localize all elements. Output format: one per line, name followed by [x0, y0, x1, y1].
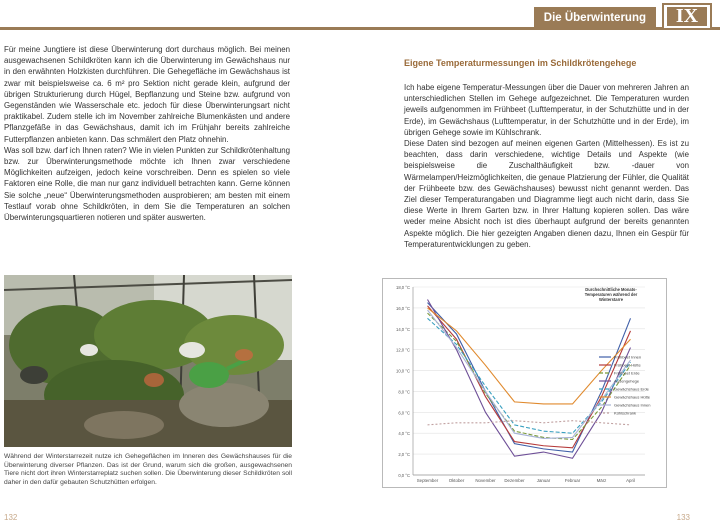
y-tick-label: 6,0 °C: [398, 410, 410, 416]
chapter-number-box: [662, 3, 712, 30]
legend-label: Gewächshaus Hütte: [614, 394, 651, 400]
legend-label: Kühlschrank: [614, 410, 637, 416]
x-tick-label: November: [475, 478, 496, 483]
y-tick-label: 0,0 °C: [398, 473, 410, 478]
y-tick-label: 2,0 °C: [398, 452, 410, 458]
x-tick-label: März: [596, 478, 607, 483]
y-tick-label: 16,0 °C: [395, 305, 410, 311]
chart-title: Durchschnittliche Monats-Temperaturen während der Winterstarre: [584, 287, 638, 302]
page-number-left: 132: [4, 513, 18, 522]
x-tick-label: Oktober: [448, 478, 465, 483]
legend-label: Außengehege: [614, 378, 640, 384]
greenhouse-photo: [4, 275, 292, 447]
x-tick-label: September: [416, 478, 439, 483]
x-tick-label: Januar: [536, 478, 551, 483]
chapter-number: IX: [667, 7, 707, 26]
series-line-4: [428, 318, 631, 433]
series-line-1: [428, 306, 631, 448]
series-line-6: [428, 310, 631, 438]
greenhouse-photo-illustration: [4, 275, 292, 447]
page-number-right: 133: [676, 513, 690, 522]
y-tick-label: 8,0 °C: [398, 389, 410, 395]
right-page-text: [404, 82, 689, 250]
series-line-0: [428, 303, 631, 452]
legend-label: Frühbeet Erde: [614, 370, 640, 376]
y-tick-label: 18,0 °C: [395, 285, 410, 290]
chapter-title: Die Überwinterung: [534, 7, 656, 30]
y-tick-label: 12,0 °C: [395, 347, 410, 353]
legend-label: Gewächshaus Erde: [614, 386, 649, 392]
y-tick-label: 4,0 °C: [398, 431, 410, 437]
x-tick-label: April: [626, 478, 635, 483]
temperature-chart-svg: [383, 279, 668, 489]
legend-label: Frühbeet Hütte: [614, 362, 641, 368]
y-tick-label: 14,0 °C: [395, 326, 410, 332]
chapter-header: [0, 7, 720, 29]
section-heading: Eigene Temperaturmessungen im Schildkrötengehege: [404, 58, 637, 68]
series-line-7: [428, 421, 631, 425]
photo-caption: Während der Winterstarrezeit nutze ich Gehegeflächen im Inneren des Gewächshauses für die Überwinterung diverser Pflanzen. Das ist der Grund, warum sich die großen, ausgewachsenen Tiere nicht dort ihren Winterstarreplatz suchen sollen. Die Überwinterung dieser Schildkröten soll daher in den dafür gebauten Schutzhütten erfolgen.: [4, 453, 292, 486]
legend-label: Frühbeet Innen: [614, 354, 642, 360]
legend-label: Gewächshaus Innen: [614, 402, 651, 408]
left-paragraph-1: Für meine Jungtiere ist diese Überwinterung dort durchaus möglich. Bei meinen ausgewachsenen Schildkröten kann ich die Überwinterung im Gewächshaus nur in den erwähnten Holzkisten durchführen. Die Gehegefläche im Gewächshaus ist zwar mit beispielsweise ca. 6 m² pro Sektion nicht gerade klein, aufgrund der übrigen Strukturierung durch Hügel, Bepflanzung und Steine bzw. aufgrund von Gegenständen wie Wasserschale etc. jedoch für diese Überwinterungsart nicht praktikabel. Zudem stelle ich im November zahlreiche Blumenkästen und andere Pflanzgefäße in das Gewächshaus, damit ich im Frühjahr bereits zahlreiche Futterpflanzen anbieten kann. Das schmälert den Platz ohnehin.: [4, 45, 290, 144]
temperature-chart: [382, 278, 667, 488]
left-paragraph-2: Was soll bzw. darf ich Ihnen raten? Wie in vielen Punkten zur Schildkrötenhaltung bzw. zur Überwinterungsmethode möchte ich Ihnen zwar verschiedene Möglichkeiten aufzeigen, jedoch keine vorschreiben. Denn es spielen so viele Faktoren eine Rolle, die man nur ganz individuell betrachten kann. Gerne können Sie solche „neue“ Überwinterungsmethoden ausprobieren; am besten mit einem Testlauf vorab ohne Schildkröten, in dem Sie die Temperaturen an solchen Überwinterungsquartieren notieren und später auswerten.: [4, 145, 290, 223]
right-paragraph-2: Diese Daten sind bezogen auf meinen eigenen Garten (Mittelhessen). Es ist zu beachten, dass darin verschiedene, wichtige Details und Aspekte (wie beispielsweise die Zuschalthäufigkeit bzw. -dauer von Wärmelampen/Heizmöglichkeiten, die genaue Platzierung der Fühler, die Qualität der Frühbeete bzw. des Gewächshauses) bewusst nicht genannt werden. Das Ziel dieser Temperaturangaben und Diagramme liegt auch nicht darin, dass Sie diese Werte in Ihrem Garten bzw. in Ihrer Haltung kopieren sollen. Das wäre weder meine Absicht noch ist dies überhaupt aufgrund der bereits genannten Aspekte möglich. Die hier gezeigten Angaben dienen dazu, Ihnen ein Gespür für Temperaturentwicklungen zu geben.: [404, 139, 689, 249]
x-tick-label: Dezember: [504, 478, 525, 483]
y-tick-label: 10,0 °C: [395, 368, 410, 374]
right-paragraph-1: Ich habe eigene Temperatur-Messungen über die Dauer von mehreren Jahren an unterschiedlichen Stellen im Gehege aufgezeichnet. Die Temperaturen wurden jeweils aufgenommen im Frühbeet (Lufttemperatur, in der Schutzhütte und in der Erde), im Gewächshaus (Lufttemperatur, in der Schutzhütte und in der Erde), im übrigen Gehege sowie im Kühlschrank.: [404, 83, 689, 137]
x-tick-label: Februar: [564, 478, 581, 483]
left-page-text: [4, 44, 290, 223]
